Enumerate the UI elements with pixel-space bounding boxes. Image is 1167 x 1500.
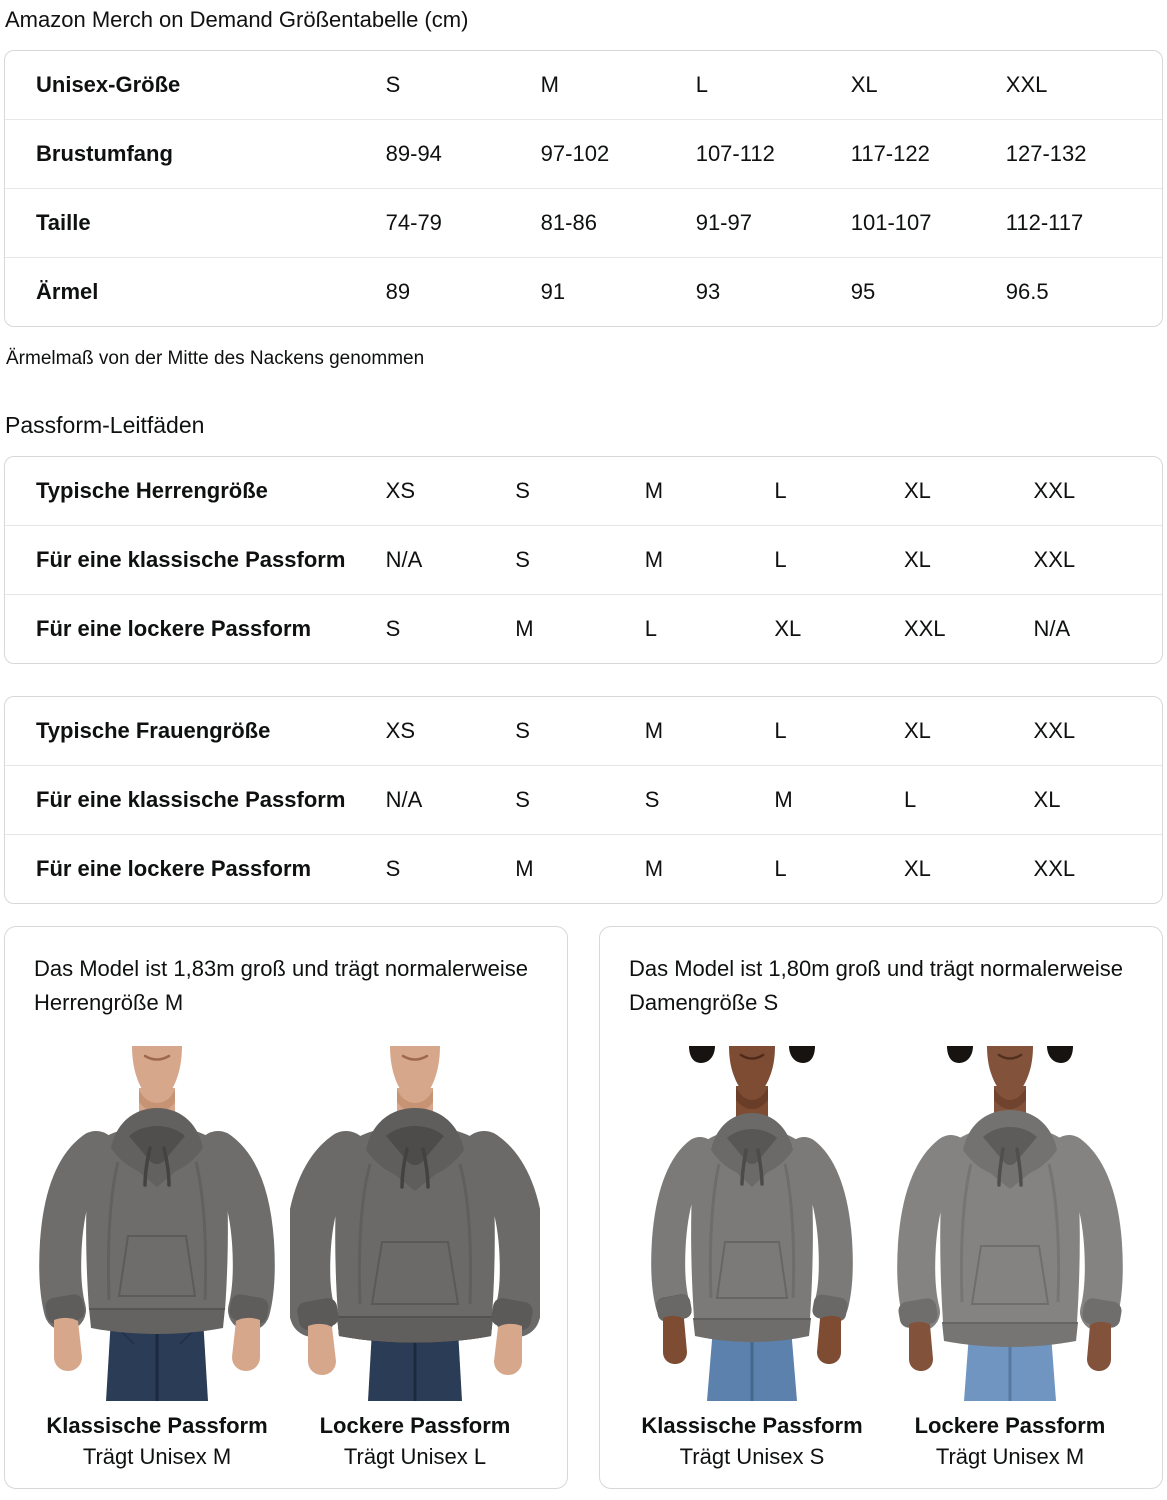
row-label: Typische Frauengröße: [36, 718, 271, 743]
size-value: S: [645, 766, 775, 835]
size-value: N/A: [1034, 595, 1162, 664]
row-label: Taille: [5, 189, 386, 258]
table-row: [5, 766, 1162, 835]
model-figure: [32, 1046, 282, 1470]
size-worn-label: Trägt Unisex L: [343, 1444, 487, 1469]
size-value: XS: [385, 718, 415, 743]
size-value: S: [385, 72, 401, 97]
size-value: M: [645, 526, 775, 595]
size-value: XL: [903, 478, 931, 503]
table-row: [5, 697, 1162, 766]
size-value: XXL: [1033, 718, 1076, 743]
size-value: L: [904, 766, 1034, 835]
row-label: Für eine lockere Passform: [5, 595, 386, 664]
row-label: Ärmel: [5, 258, 386, 327]
fit-label: Lockere Passform: [914, 1413, 1106, 1438]
size-value: 97-102: [541, 120, 696, 189]
table-row: [5, 258, 1162, 327]
size-value: XL: [774, 595, 904, 664]
size-value: XL: [850, 72, 878, 97]
size-value: XL: [903, 718, 931, 743]
size-value: 89-94: [386, 120, 541, 189]
size-value: 93: [696, 258, 851, 327]
size-value: S: [386, 835, 516, 904]
size-value: N/A: [386, 766, 516, 835]
row-label: Für eine klassische Passform: [5, 526, 386, 595]
size-value: 112-117: [1006, 189, 1162, 258]
size-value: XXL: [1034, 526, 1162, 595]
size-value: L: [695, 72, 708, 97]
size-value: XS: [385, 478, 415, 503]
size-value: S: [515, 478, 530, 503]
table-row: [5, 835, 1162, 904]
size-worn-label: Trägt Unisex S: [679, 1444, 825, 1469]
size-value: M: [515, 835, 645, 904]
model-description: Das Model ist 1,83m groß und trägt normalerweise Herrengröße M: [34, 956, 528, 1015]
size-value: 91-97: [696, 189, 851, 258]
row-label: Brustumfang: [5, 120, 386, 189]
row-label: Für eine klassische Passform: [5, 766, 386, 835]
table-row: [5, 120, 1162, 189]
size-value: XL: [904, 835, 1034, 904]
size-value: S: [515, 766, 645, 835]
size-value: 81-86: [541, 189, 696, 258]
model-description: Das Model ist 1,80m groß und trägt normalerweise Damengröße S: [629, 956, 1123, 1015]
size-value: 117-122: [851, 120, 1006, 189]
model-figure: [627, 1046, 877, 1470]
size-value: 127-132: [1006, 120, 1162, 189]
size-value: 95: [851, 258, 1006, 327]
womens-fit-table: [4, 696, 1163, 904]
size-value: L: [774, 478, 787, 503]
model-cards: [4, 926, 1163, 1489]
size-value: M: [645, 835, 775, 904]
size-value: 96.5: [1006, 258, 1162, 327]
model-card-women: [599, 926, 1163, 1489]
size-value: XXL: [1005, 72, 1048, 97]
man-hoodie-classic-fit-photo: [32, 1046, 282, 1401]
size-chart-table: [4, 50, 1163, 327]
fit-label: Lockere Passform: [319, 1413, 511, 1438]
size-value: XXL: [904, 595, 1034, 664]
size-value: S: [515, 526, 645, 595]
size-value: 101-107: [851, 189, 1006, 258]
fit-guides-heading: Passform-Leitfäden: [5, 412, 205, 438]
size-value: XL: [904, 526, 1034, 595]
size-value: S: [386, 595, 516, 664]
model-card-men: [4, 926, 568, 1489]
woman-hoodie-loose-fit-photo: [885, 1046, 1135, 1401]
size-value: XL: [1034, 766, 1162, 835]
row-label: Für eine lockere Passform: [5, 835, 386, 904]
size-value: M: [774, 766, 904, 835]
size-value: M: [644, 478, 664, 503]
size-value: L: [774, 526, 904, 595]
size-worn-label: Trägt Unisex M: [82, 1444, 232, 1469]
size-value: 74-79: [386, 189, 541, 258]
mens-fit-table: [4, 456, 1163, 664]
size-value: S: [515, 718, 530, 743]
size-value: L: [645, 595, 775, 664]
size-worn-label: Trägt Unisex M: [935, 1444, 1085, 1469]
table-row: [5, 189, 1162, 258]
size-value: 89: [386, 258, 541, 327]
size-value: 107-112: [696, 120, 851, 189]
man-hoodie-loose-fit-photo: [290, 1046, 540, 1401]
sleeve-measure-note: Ärmelmaß von der Mitte des Nackens genommen: [6, 348, 425, 369]
size-value: N/A: [386, 526, 516, 595]
table-row: [5, 595, 1162, 664]
size-value: L: [774, 718, 787, 743]
model-figure: [885, 1046, 1135, 1470]
table-row: [5, 526, 1162, 595]
table-row: [5, 457, 1162, 526]
size-value: M: [515, 595, 645, 664]
size-value: 91: [541, 258, 696, 327]
model-figure: [290, 1046, 540, 1470]
table-row: [5, 51, 1162, 120]
row-label: Typische Herrengröße: [36, 478, 268, 503]
fit-label: Klassische Passform: [641, 1413, 863, 1438]
size-value: XXL: [1033, 478, 1076, 503]
size-value: L: [774, 835, 904, 904]
size-value: XXL: [1034, 835, 1162, 904]
woman-hoodie-classic-fit-photo: [627, 1046, 877, 1401]
size-value: M: [644, 718, 664, 743]
page-title: Amazon Merch on Demand Größentabelle (cm): [5, 7, 469, 32]
size-value: M: [540, 72, 559, 97]
row-label: Unisex-Größe: [36, 72, 181, 97]
fit-label: Klassische Passform: [46, 1413, 268, 1438]
